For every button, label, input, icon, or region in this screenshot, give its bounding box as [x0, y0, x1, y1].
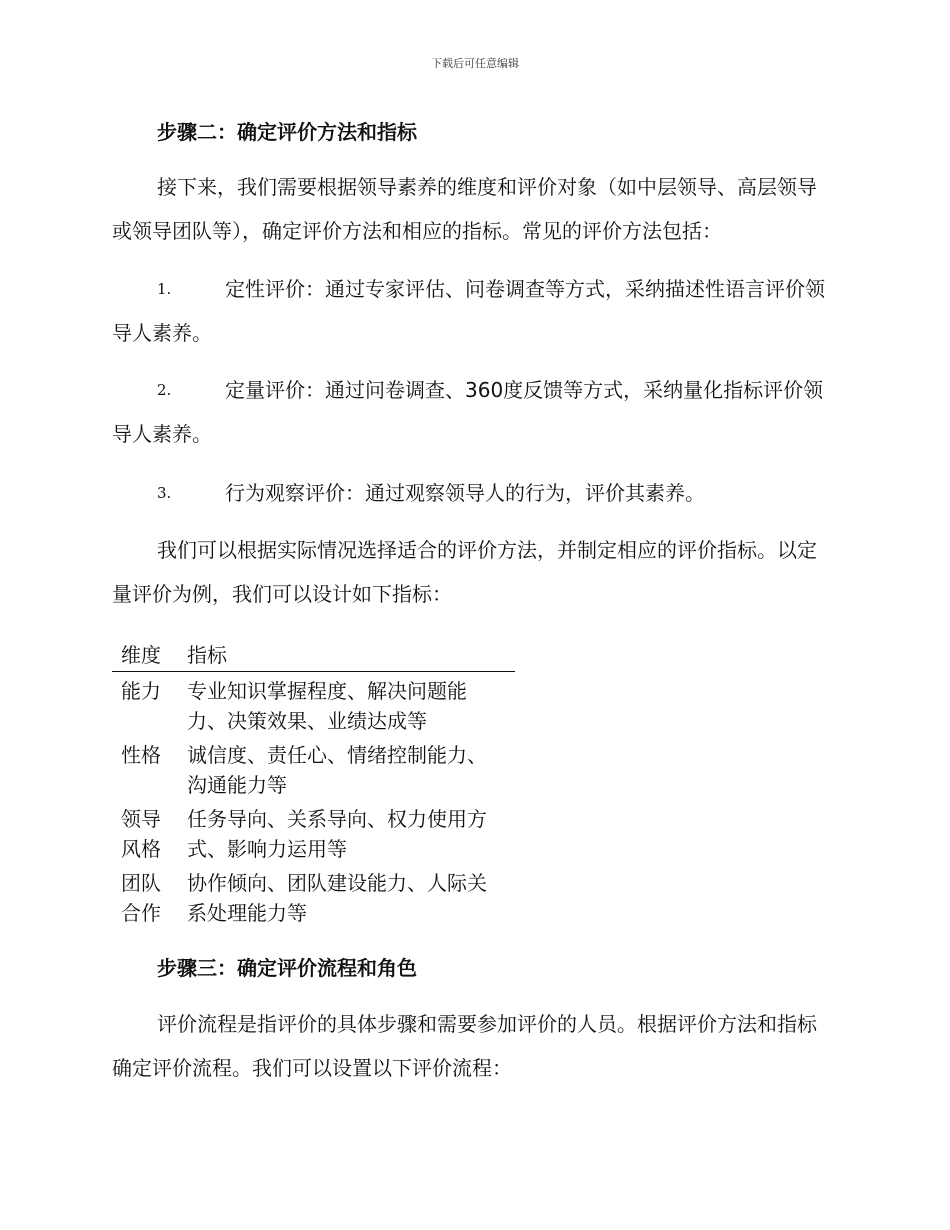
header-dimension: 维度 [121, 643, 161, 667]
step2-heading: 步骤二：确定评价方法和指标 [157, 120, 417, 144]
row-indicator: 专业知识掌握程度、解决问题能力、决策效果、业绩达成等 [187, 679, 467, 733]
row-dimension: 领导风格 [121, 807, 161, 861]
step2-intro-paragraph: 接下来，我们需要根据领导素养的维度和评价对象（如中层领导、高层领导或领导团队等），确定评价方法和相应的指标。常见的评价方法包括： [112, 175, 817, 243]
step3-heading: 步骤三：确定评价流程和角色 [157, 956, 417, 980]
row-dimension: 能力 [121, 679, 161, 703]
header-note: 下载后可任意编辑 [431, 57, 519, 70]
method-item-3 [112, 471, 832, 515]
row-dimension: 性格 [121, 743, 161, 767]
table-row [112, 804, 515, 864]
method-number: 1. [157, 280, 172, 298]
row-indicator: 任务导向、关系导向、权力使用方式、影响力运用等 [187, 807, 487, 861]
table-row [112, 868, 515, 928]
method-item-1 [112, 267, 832, 355]
step3-intro-paragraph: 评价流程是指评价的具体步骤和需要参加评价的人员。根据评价方法和指标确定评价流程。我们可以设置以下评价流程： [112, 1012, 817, 1080]
table-row [112, 740, 515, 800]
table-row [112, 676, 515, 736]
row-indicator: 协作倾向、团队建设能力、人际关系处理能力等 [187, 871, 487, 925]
method-item-2 [112, 368, 832, 456]
row-dimension: 团队合作 [121, 871, 161, 925]
header-indicator: 指标 [187, 643, 227, 667]
step2-followup-paragraph: 我们可以根据实际情况选择适合的评价方法，并制定相应的评价指标。以定量评价为例，我们可以设计如下指标： [112, 538, 817, 606]
method-number: 2. [157, 381, 172, 399]
method-text: 定量评价：通过问卷调查、360度反馈等方式，采纳量化指标评价领导人素养。 [112, 378, 824, 446]
indicator-table [112, 640, 515, 928]
table-header-row [112, 640, 515, 672]
method-text: 定性评价：通过专家评估、问卷调查等方式，采纳描述性语言评价领导人素养。 [112, 277, 825, 345]
method-number: 3. [157, 484, 172, 502]
method-text: 行为观察评价：通过观察领导人的行为，评价其素养。 [225, 481, 705, 505]
row-indicator: 诚信度、责任心、情绪控制能力、沟通能力等 [187, 743, 487, 797]
